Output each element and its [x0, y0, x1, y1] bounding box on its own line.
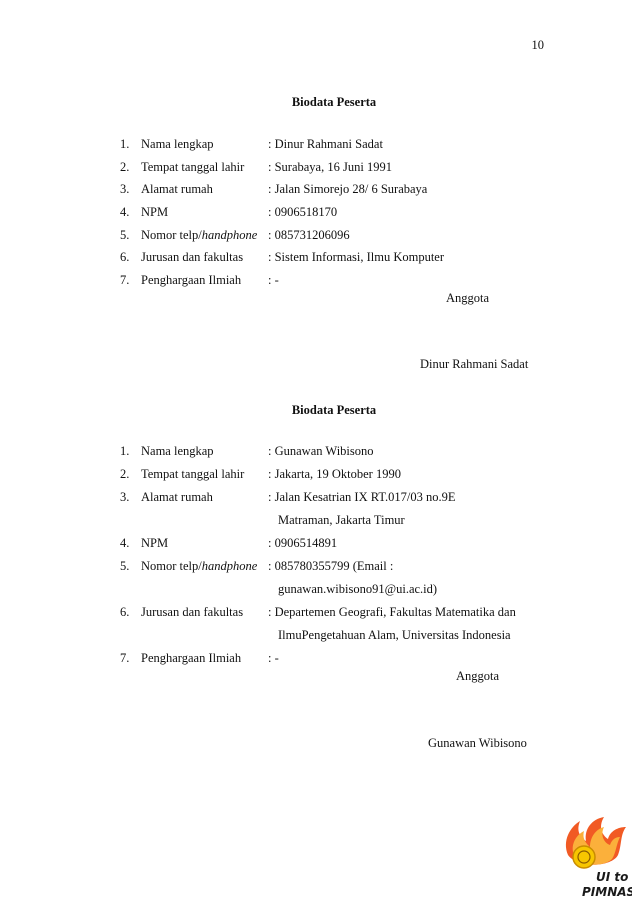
- label-text: Nomor telp/: [141, 228, 202, 242]
- row-value: : Dinur Rahmani Sadat: [268, 137, 383, 151]
- row-label: Tempat tanggal lahir: [141, 467, 245, 481]
- row-number: 5.: [120, 228, 130, 242]
- row-label: Jurusan dan fakultas: [141, 605, 244, 619]
- row-label: Alamat rumah: [141, 182, 213, 196]
- label-italic: handphone: [201, 559, 258, 573]
- row-number: 6.: [120, 605, 130, 619]
- row-value: : 085731206096: [268, 228, 350, 242]
- row-value: : Surabaya, 16 Juni 1991: [268, 160, 392, 174]
- row-value: : 0906514891: [268, 536, 338, 550]
- logo-line2: PIMNAS: [582, 885, 632, 899]
- row-number: 7.: [120, 273, 130, 287]
- row-label: NPM: [141, 536, 169, 550]
- row-label: Nama lengkap: [141, 137, 214, 151]
- row-label: Penghargaan Ilmiah: [141, 273, 242, 287]
- row-value: : Jakarta, 19 Oktober 1990: [268, 467, 401, 481]
- row-number: 5.: [120, 559, 130, 573]
- signer-role: Anggota: [456, 669, 500, 683]
- row-value-continuation: Matraman, Jakarta Timur: [278, 513, 405, 527]
- row-number: 2.: [120, 467, 130, 481]
- logo-line1: UI to: [596, 870, 629, 884]
- signer-name: Gunawan Wibisono: [428, 736, 527, 750]
- row-label: Tempat tanggal lahir: [141, 160, 245, 174]
- ui-to-pimnas-logo: [560, 815, 632, 901]
- row-label: Penghargaan Ilmiah: [141, 651, 242, 665]
- label-text: Nomor telp/: [141, 559, 202, 573]
- row-number: 3.: [120, 490, 130, 504]
- row-value: : -: [268, 651, 279, 665]
- row-number: 1.: [120, 444, 130, 458]
- row-number: 4.: [120, 205, 130, 219]
- row-value: : 0906518170: [268, 205, 338, 219]
- section-2-title: Biodata Peserta: [291, 403, 377, 417]
- row-number: 7.: [120, 651, 130, 665]
- row-value-continuation: gunawan.wibisono91@ui.ac.id): [278, 582, 438, 596]
- row-number: 2.: [120, 160, 130, 174]
- row-number: 4.: [120, 536, 130, 550]
- row-number: 6.: [120, 250, 130, 264]
- page-number: 10: [531, 38, 544, 52]
- signer-name: Dinur Rahmani Sadat: [420, 357, 529, 371]
- row-value: : Sistem Informasi, Ilmu Komputer: [268, 250, 445, 264]
- row-label: [141, 559, 257, 574]
- row-number: 3.: [120, 182, 130, 196]
- flame-emblem-icon: [560, 815, 632, 901]
- row-label: NPM: [141, 205, 169, 219]
- row-value: : Departemen Geografi, Fakultas Matematika dan: [268, 605, 516, 619]
- row-number: 1.: [120, 137, 130, 151]
- signer-role: Anggota: [446, 291, 490, 305]
- row-label: [141, 228, 257, 243]
- row-value: : -: [268, 273, 279, 287]
- row-value-continuation: IlmuPengetahuan Alam, Universitas Indonesia: [278, 628, 511, 642]
- label-italic: handphone: [201, 228, 258, 242]
- row-label: Nama lengkap: [141, 444, 214, 458]
- row-value: : Jalan Kesatrian IX RT.017/03 no.9E: [268, 490, 456, 504]
- row-value: : Gunawan Wibisono: [268, 444, 374, 458]
- section-1-title: Biodata Peserta: [291, 95, 377, 109]
- row-value: : 085780355799 (Email :: [268, 559, 394, 573]
- row-value: : Jalan Simorejo 28/ 6 Surabaya: [268, 182, 428, 196]
- row-label: Jurusan dan fakultas: [141, 250, 244, 264]
- row-label: Alamat rumah: [141, 490, 213, 504]
